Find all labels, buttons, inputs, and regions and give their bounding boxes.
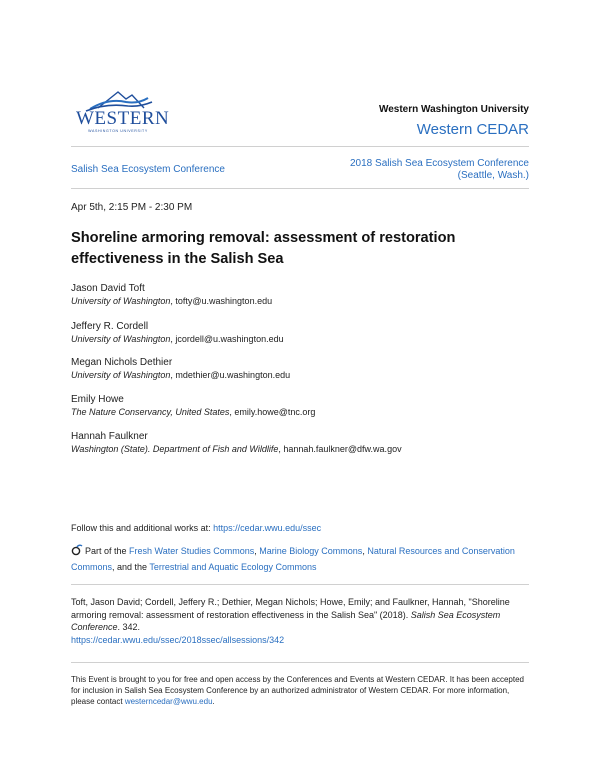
- author-name: Emily Howe: [71, 394, 124, 405]
- citation-venue: Salish Sea Ecosystem Conference: [71, 609, 501, 632]
- notice-text: This Event is brought to you for free and open access by the Conferences and Events at Western CEDAR. It has been accepted for inclusion in Salish Sea Ecosystem Conference by an authorized administrator of Western CEDAR. For more information, please contact: [71, 675, 524, 706]
- part-of-prefix: Part of the: [85, 546, 130, 556]
- collection-link[interactable]: https://cedar.wwu.edu/ssec: [213, 523, 322, 533]
- follow-line: [71, 523, 321, 533]
- author-email: , tofty@u.washington.edu: [170, 296, 273, 306]
- logo-subtitle: WASHINGTON UNIVERSITY: [88, 129, 148, 133]
- author-email: , jcordell@u.washington.edu: [170, 334, 284, 344]
- author-affiliation: Washington (State). Department of Fish and Wildlife: [71, 444, 279, 454]
- divider: [71, 584, 529, 585]
- conference-event-line1: 2018 Salish Sea Ecosystem Conference: [350, 158, 529, 169]
- terrestrial-aquatic-commons-link[interactable]: Terrestrial and Aquatic Ecology Commons: [149, 562, 317, 572]
- author-affiliation: The Nature Conservancy, United States: [71, 407, 230, 417]
- author-name: Jeffery R. Cordell: [71, 321, 149, 332]
- divider: [71, 188, 529, 189]
- repository-link[interactable]: Western CEDAR: [416, 121, 529, 138]
- separator: , and the: [112, 562, 150, 572]
- author-affiliation: University of Washington: [71, 370, 171, 380]
- author-block: [71, 282, 531, 307]
- divider: [71, 662, 529, 663]
- author-block: [71, 356, 531, 381]
- institution-name: Western Washington University: [378, 104, 529, 115]
- recommended-citation: [71, 596, 531, 646]
- fresh-water-commons-link[interactable]: Fresh Water Studies Commons: [129, 546, 255, 556]
- author-block: [71, 320, 531, 345]
- notice-end: .: [212, 697, 215, 706]
- author-block: [71, 430, 531, 455]
- conference-series-link[interactable]: Salish Sea Ecosystem Conference: [71, 164, 225, 175]
- author-email: , mdethier@u.washington.edu: [170, 370, 291, 380]
- session-time: Apr 5th, 2:15 PM - 2:30 PM: [71, 202, 193, 213]
- author-affiliation: University of Washington: [71, 334, 171, 344]
- author-affiliation: University of Washington: [71, 296, 171, 306]
- title-line-2: effectiveness in the Salish Sea: [71, 251, 284, 267]
- title-line-1: Shoreline armoring removal: assessment of restoration: [71, 230, 456, 246]
- citation-number: . 342.: [117, 622, 141, 632]
- citation-url-link[interactable]: https://cedar.wwu.edu/ssec/2018ssec/allsessions/342: [71, 634, 285, 645]
- wwu-logo: [76, 88, 170, 134]
- author-name: Jason David Toft: [71, 283, 145, 294]
- author-name: Megan Nichols Dethier: [71, 357, 173, 368]
- logo-wordmark: WESTERN: [76, 108, 170, 129]
- author-email: , emily.howe@tnc.org: [229, 407, 316, 417]
- author-block: [71, 393, 531, 418]
- divider: [71, 146, 529, 147]
- access-notice: [71, 674, 531, 707]
- part-of-commons: [71, 543, 531, 575]
- open-access-icon: [71, 544, 83, 556]
- natural-resources-commons-link[interactable]: Natural Resources and Conservation Commons: [71, 546, 515, 572]
- conference-event-link[interactable]: [350, 158, 529, 182]
- separator: ,: [362, 546, 368, 556]
- conference-event-line2: (Seattle, Wash.): [457, 170, 529, 181]
- page-title: [71, 228, 511, 270]
- author-name: Hannah Faulkner: [71, 431, 148, 442]
- separator: ,: [254, 546, 260, 556]
- citation-title: "Shoreline armoring removal: assessment of restoration effectiveness in the Salish Sea" (2018).: [71, 597, 510, 620]
- citation-authors: Toft, Jason David; Cordell, Jeffery R.; Dethier, Megan Nichols; Howe, Emily; and Faulkner, Hannah,: [71, 597, 467, 607]
- contact-email-link[interactable]: westerncedar@wwu.edu: [124, 697, 213, 706]
- marine-biology-commons-link[interactable]: Marine Biology Commons: [259, 546, 363, 556]
- author-email: , hannah.faulkner@dfw.wa.gov: [278, 444, 402, 454]
- follow-text: Follow this and additional works at:: [71, 523, 214, 533]
